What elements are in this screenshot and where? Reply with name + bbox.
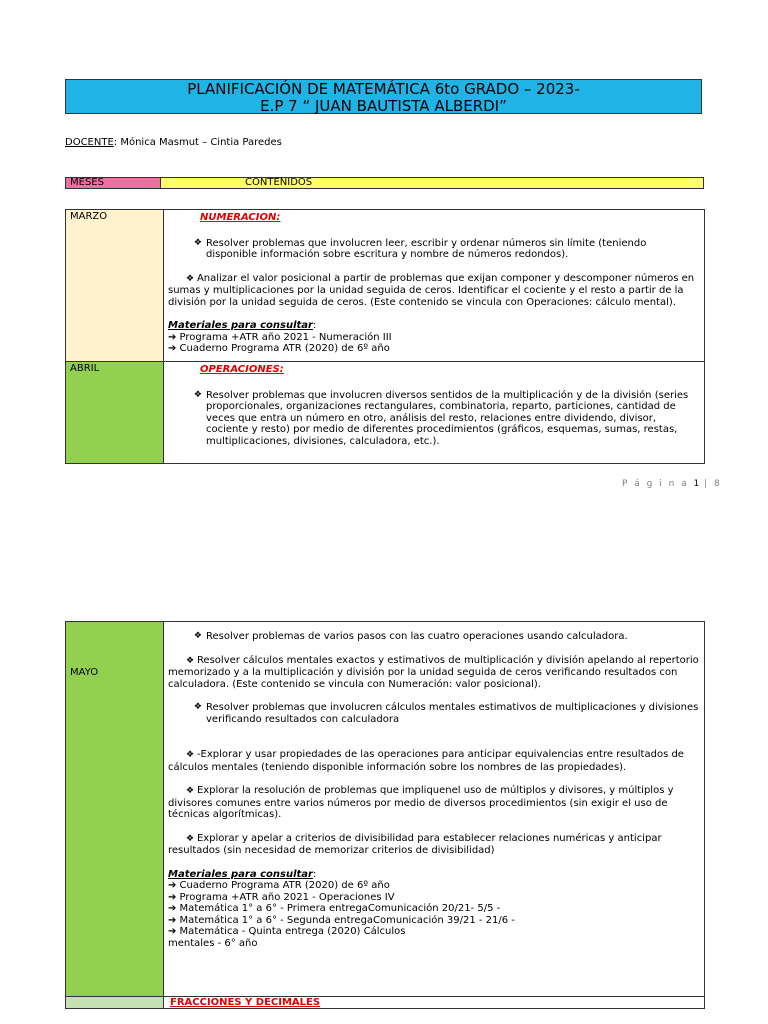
materials-title: Materiales para consultar [168,320,313,331]
page-label: P á g i n a [622,479,694,489]
list-item-text: Analizar el valor posicional a partir de problemas que exijan componer y descomponer números en sumas y multiplicaciones por la unidad seguida de ceros. Identificar el cociente y el resto a partir de la división por la unidad seguida de ceros. (Este contenido se vincula con Operaciones: cálculo mental). [168,272,695,308]
material-item: ➔ Programa +ATR año 2021 - Numeración III [168,331,392,343]
page-number-footer [622,479,722,489]
content-cell-fracciones [164,997,705,1009]
materials-colon: : [312,868,317,880]
list-item-text: Resolver problemas que involucren diversos sentidos de la multiplicación y de la división (series proporcionales, organizaciones rectangulares, combinatoria, reparto, particiones, cantidad de veces que entra un número en otro, análisis del resto, relaciones entre dividendo, divisor, cociente y resto) por medio de diferentes procedimientos (gráficos, esquemas, sumas, restas, multiplicaciones, divisiones, calculadora, etc.). [206,389,689,447]
list-item [168,785,700,821]
diamond-bullet-icon: ❖ [186,273,197,284]
month-label: MAYO [70,667,99,678]
diamond-bullet-icon: ❖ [186,786,197,796]
list-item [168,390,700,448]
section-title-fracciones: FRACCIONES Y DECIMALES [170,997,321,1008]
diamond-bullet-icon: ❖ [193,631,202,641]
diamond-bullet-icon: ❖ [193,702,202,712]
teacher-line [65,137,282,148]
materials-colon: : [312,320,317,331]
table-row-mayo [66,622,705,997]
material-item: ➔ Programa +ATR año 2021 - Operaciones IV [168,891,395,903]
month-cell-marzo [66,210,164,362]
section-title-operaciones: OPERACIONES: [200,364,284,375]
materials-block [168,320,700,355]
list-item [168,655,700,691]
content-cell-marzo [164,210,705,362]
document-title-box [65,79,702,114]
table-row-fracciones [66,997,705,1009]
title-line-1: PLANIFICACIÓN DE MATEMÁTICA 6to GRADO – 2023- [187,80,580,98]
page-total: | 8 [699,479,722,489]
list-item [168,273,700,309]
plan-table-page-1 [65,209,705,464]
list-item-text: Explorar la resolución de problemas que impliquenel uso de múltiplos y divisores, y múltiplos y divisores comunes entre varios números por medio de diversos procedimientos (sin exigir el uso de técnicas algorítmicas). [168,785,674,820]
month-label: ABRIL [70,363,100,374]
plan-table-page-2 [65,621,705,1009]
list-item-text: Resolver problemas que involucren cálculos mentales estimativos de multiplicaciones y divisiones verificando resultados con calculadora [206,702,699,725]
list-item-text: Resolver problemas de varios pasos con las cuatro operaciones usando calculadora. [206,631,628,642]
list-item-text: Resolver problemas que involucren leer, escribir y ordenar números sin límite (teniendo disponible información sobre escritura y nombre de números redondos). [206,237,647,260]
month-cell-empty [66,997,164,1009]
header-meses: MESES [66,178,161,188]
material-item: ➔ Matemática 1° a 6° - Segunda entregaComunicación 39/21 - 21/6 - [168,914,515,926]
header-contenidos: CONTENIDOS [161,178,703,188]
diamond-bullet-icon: ❖ [186,655,197,666]
content-cell-abril [164,362,705,464]
table-row-abril [66,362,705,464]
list-item [168,749,700,773]
materials-block [168,869,700,950]
month-label: MARZO [70,211,108,222]
material-item: ➔ Cuaderno Programa ATR (2020) de 6º año [168,880,390,891]
material-item: ➔ Matemática - Quinta entrega (2020) Cálculos [168,926,406,937]
page-number: 1 [693,479,700,489]
list-item [168,631,700,643]
material-item: ➔ Matemática 1° a 6° - Primera entregaComunicación 20/21- 5/5 - [168,903,501,914]
title-line-2: E.P 7 “ JUAN BAUTISTA ALBERDI” [260,97,507,115]
material-item: ➔ Cuaderno Programa ATR (2020) de 6º año [168,343,390,354]
list-item [168,833,700,857]
diamond-bullet-icon: ❖ [186,750,197,760]
table-header-row [65,177,704,189]
table-row-marzo [66,210,705,362]
list-item-text: Resolver cálculos mentales exactos y estimativos de multiplicación y división apelando al repertorio memorizado y a la multiplicación y división por la unidad seguida de ceros verificando resultados con calculadora. (Este contenido se vincula con Numeración: valor posicional). [168,654,699,690]
content-cell-mayo [164,622,705,997]
month-cell-abril [66,362,164,464]
teacher-names: : Mónica Masmut – Cintia Paredes [113,137,282,148]
list-item [168,238,700,261]
material-item: mentales - 6° año [168,937,258,949]
month-cell-mayo [66,622,164,997]
diamond-bullet-icon: ❖ [193,389,202,400]
materials-title: Materiales para consultar [168,868,313,880]
teacher-label: DOCENTE [65,137,114,148]
list-item-text: Explorar y apelar a criterios de divisibilidad para establecer relaciones numéricas y anticipar resultados (sin necesidad de memorizar criterios de divisibilidad) [168,832,662,856]
list-item-text: -Explorar y usar propiedades de las operaciones para anticipar equivalencias entre resultados de cálculos mentales (teniendo disponible información sobre los nombres de las propiedades). [168,749,684,773]
diamond-bullet-icon: ❖ [193,237,202,248]
section-title-numeracion: NUMERACION: [200,212,281,223]
diamond-bullet-icon: ❖ [186,833,197,844]
list-item [168,702,700,725]
